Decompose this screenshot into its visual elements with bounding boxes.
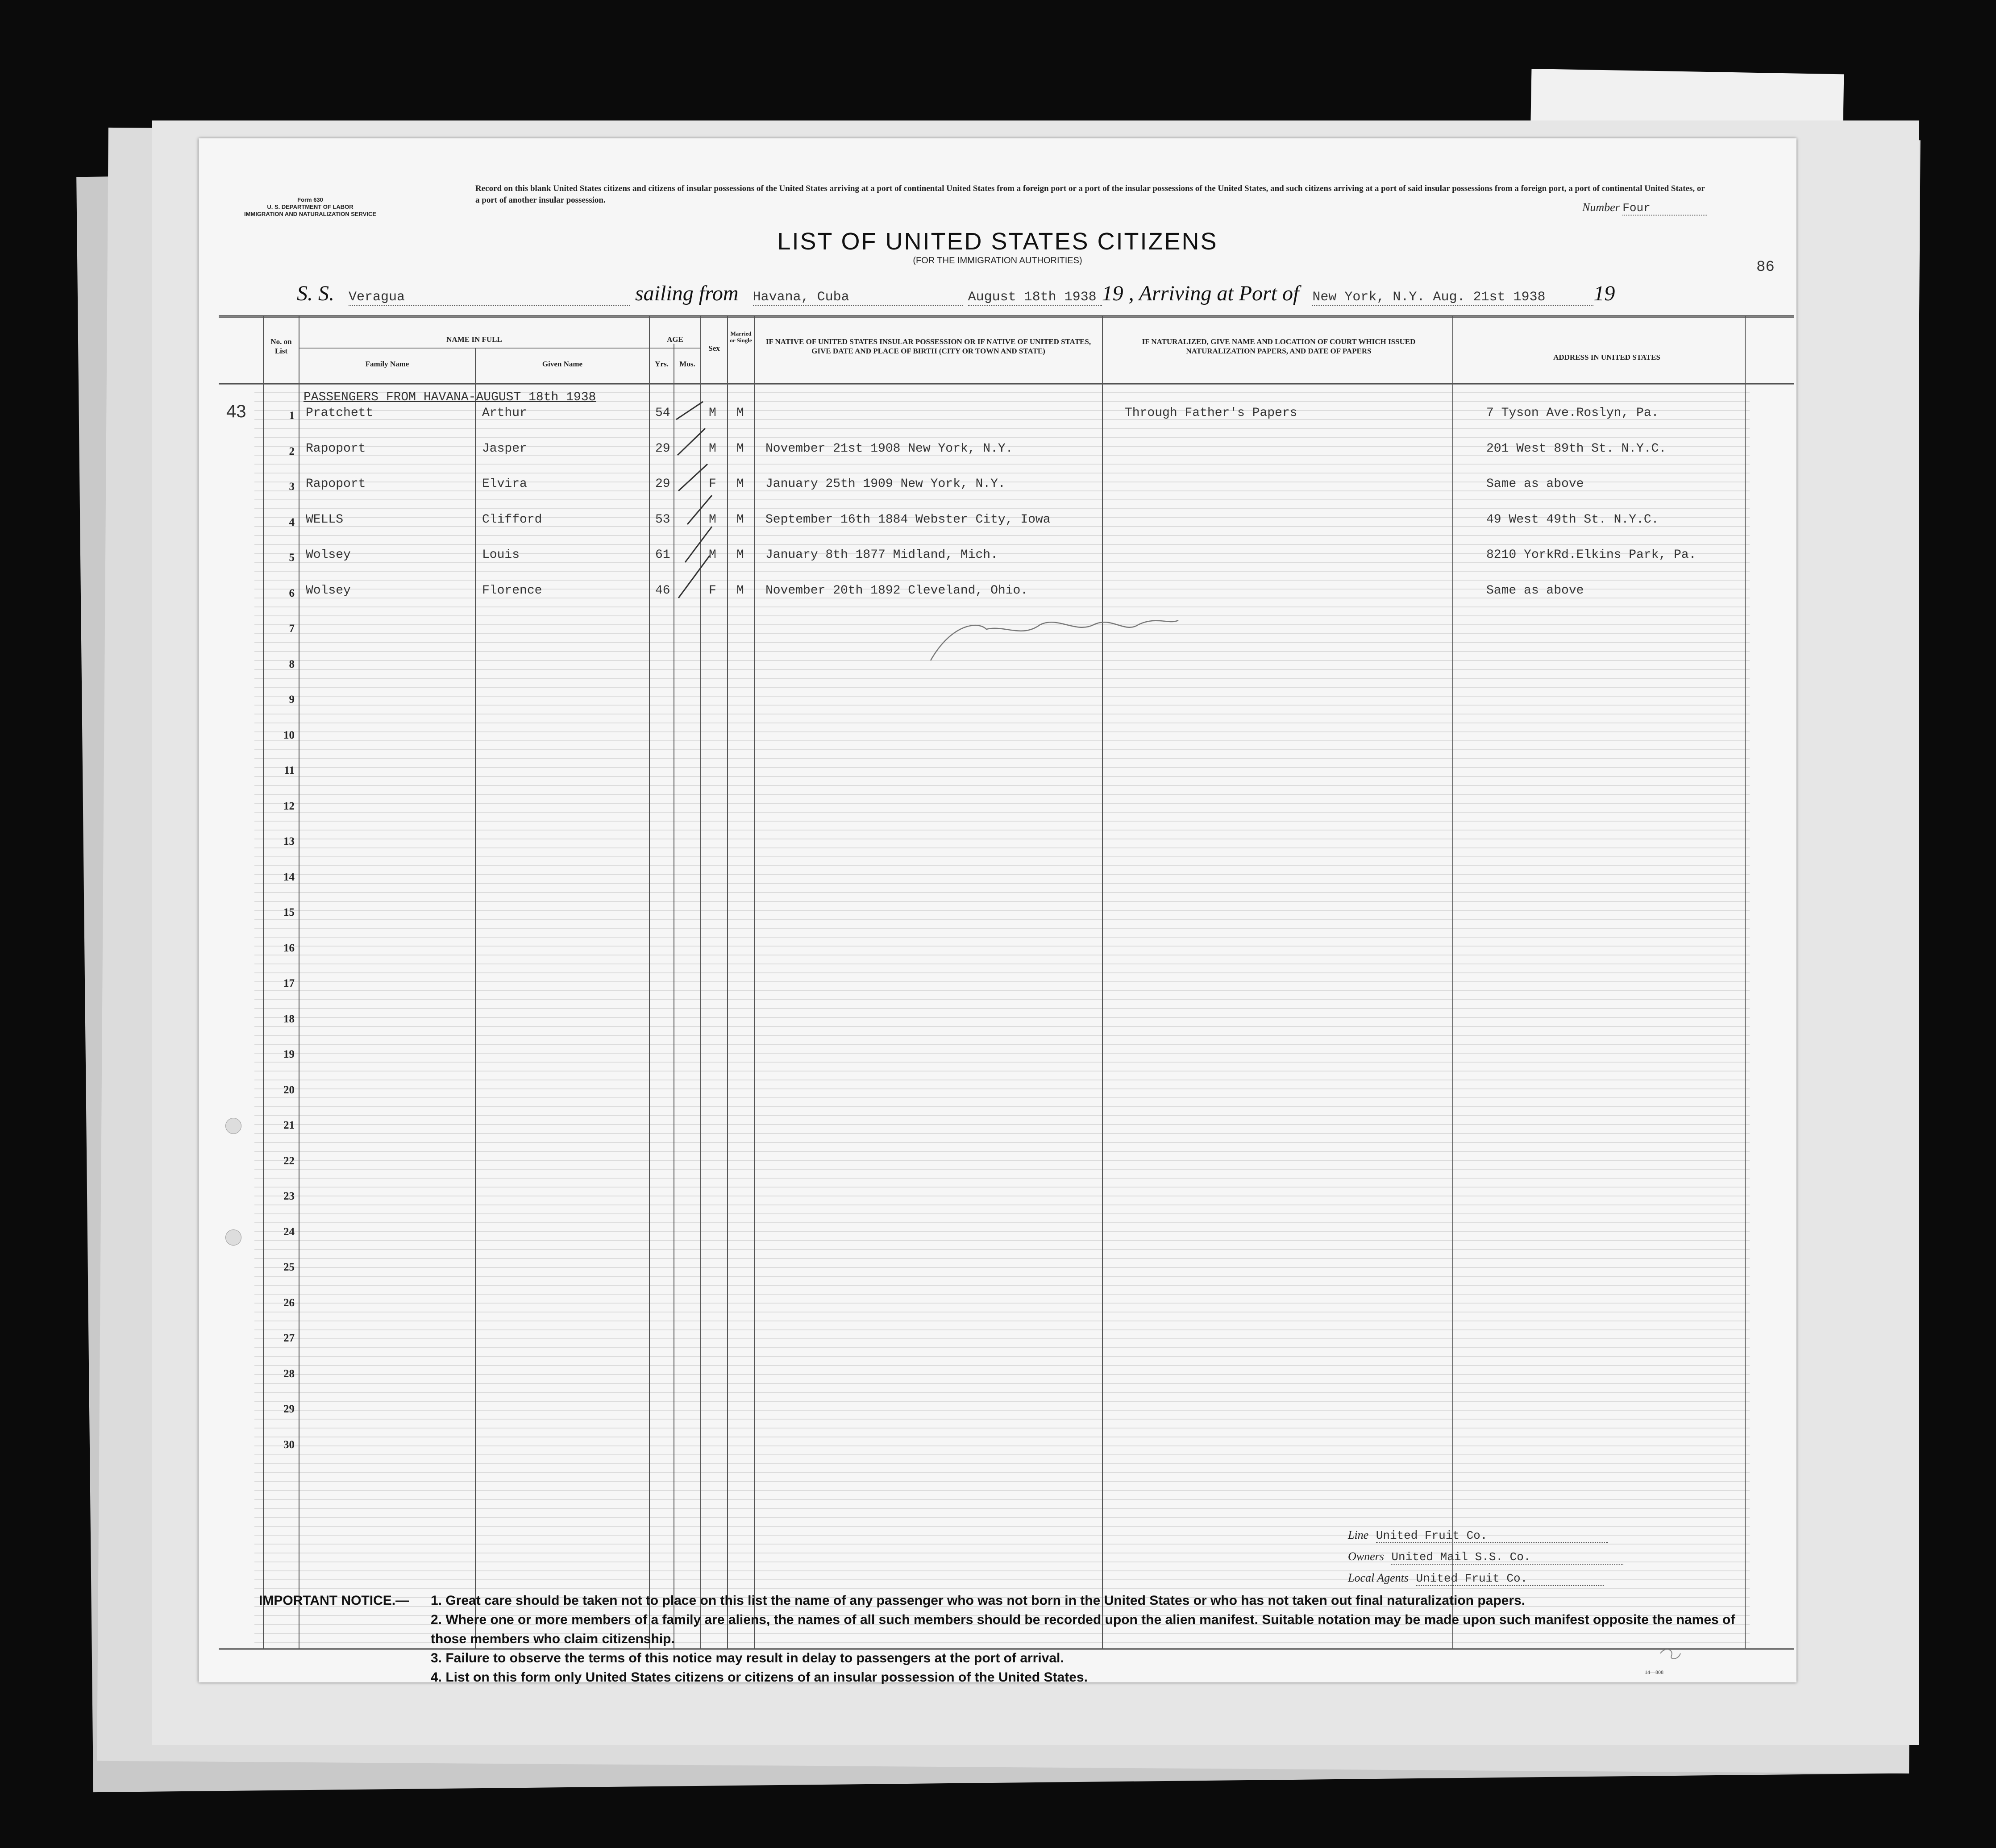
row-number: 4 xyxy=(289,516,295,528)
sex-cell: M xyxy=(709,406,716,420)
owners-value: United Mail S.S. Co. xyxy=(1391,1550,1623,1565)
row-number: 26 xyxy=(283,1296,295,1309)
notice-item: 3. Failure to observe the terms of this notice may result in delay to passengers at the port of arrival. xyxy=(431,1651,1064,1665)
row-number: 27 xyxy=(283,1332,295,1344)
row-number: 19 xyxy=(283,1048,295,1060)
row-number: 8 xyxy=(289,658,295,670)
header-age: AGE xyxy=(667,335,683,344)
agents-value: United Fruit Co. xyxy=(1416,1572,1604,1586)
notice-item: 4. List on this form only United States citizens or citizens of an insular possession of the United States. xyxy=(431,1670,1088,1685)
line-label: Line xyxy=(1348,1528,1369,1541)
age-yrs-cell: 46 xyxy=(655,583,670,598)
record-instructions: Record on this blank United States citizens and citizens of insular possessions of the United States arriving at a port of continental United States from a foreign port or a port of the insular possessions of the United States, and such citizens arriving at a port of said insular possessions from a foreign port, a port of continental United States, or a port of another insular possession. xyxy=(475,184,1705,205)
notice-heading: IMPORTANT NOTICE.— xyxy=(259,1593,409,1608)
form-number: Form 630 xyxy=(297,196,323,203)
ship-name: Veragua xyxy=(349,290,630,306)
header-naturalized: IF NATURALIZED, GIVE NAME AND LOCATION OF COURT WHICH ISSUED NATURALIZATION PAPERS, AND DATE OF PAPERS xyxy=(1142,337,1416,355)
row-number: 22 xyxy=(283,1154,295,1167)
sex-cell: F xyxy=(709,583,716,598)
page-title: LIST OF UNITED STATES CITIZENS xyxy=(777,228,1218,255)
family-name-cell: Pratchett xyxy=(306,406,374,420)
row-number: 7 xyxy=(289,623,295,635)
header-name-in-full: NAME IN FULL xyxy=(446,335,502,344)
family-name-cell: Wolsey xyxy=(306,583,351,598)
married-single-cell: M xyxy=(736,477,744,491)
row-number: 2 xyxy=(289,445,295,457)
row-number: 23 xyxy=(283,1190,295,1202)
section-note: PASSENGERS FROM HAVANA-AUGUST 18th 1938 xyxy=(304,390,596,404)
family-name-cell: Rapoport xyxy=(306,441,366,456)
form-department: U. S. DEPARTMENT OF LABOR xyxy=(267,203,353,210)
header-married-single: Married or Single xyxy=(730,330,752,344)
given-name-cell: Louis xyxy=(482,548,520,562)
header-birth: IF NATIVE OF UNITED STATES INSULAR POSSESSION OR IF NATIVE OF UNITED STATES, GIVE DATE AND PLACE OF BIRTH (CITY OR TOWN AND STATE) xyxy=(765,337,1091,355)
page-side-number: 86 xyxy=(1756,259,1775,276)
row-number: 21 xyxy=(283,1119,295,1131)
address-cell: Same as above xyxy=(1486,583,1584,598)
married-single-cell: M xyxy=(736,583,744,598)
birth-cell: November 21st 1908 New York, N.Y. xyxy=(765,441,1013,456)
footer-owners xyxy=(1348,1550,1623,1565)
age-yrs-cell: 29 xyxy=(655,477,670,491)
page-subtitle: (FOR THE IMMIGRATION AUTHORITIES) xyxy=(913,256,1082,266)
handwritten-annotation xyxy=(931,620,1178,660)
age-yrs-cell: 54 xyxy=(655,406,670,420)
check-mark xyxy=(676,402,703,419)
check-mark xyxy=(678,428,705,455)
sailing-port: Havana, Cuba xyxy=(753,290,963,306)
check-marks xyxy=(219,312,1794,1705)
address-cell: 7 Tyson Ave.Roslyn, Pa. xyxy=(1486,406,1659,420)
address-cell: 201 West 89th St. N.Y.C. xyxy=(1486,441,1667,456)
family-name-cell: Rapoport xyxy=(306,477,366,491)
row-number: 16 xyxy=(283,942,295,954)
footer-line xyxy=(1348,1528,1608,1543)
margin-mark: 43 xyxy=(226,402,246,421)
row-number: 9 xyxy=(289,694,295,706)
sex-cell: F xyxy=(709,477,716,491)
row-number: 30 xyxy=(283,1438,295,1451)
header-sex: Sex xyxy=(708,344,720,353)
notice-item: 2. Where one or more members of a family are aliens, the names of all such members should be recorded upon the alien manifest. Suitable notation may be made upon such manifest opposite the names of those members who claim citizenship. xyxy=(431,1612,1735,1646)
married-single-cell: M xyxy=(736,512,744,527)
number-label: Number xyxy=(1582,201,1620,214)
married-single-cell: M xyxy=(736,406,744,420)
row-number: 1 xyxy=(289,410,295,422)
row-number: 17 xyxy=(283,977,295,989)
row-number: 3 xyxy=(289,481,295,493)
owners-label: Owners xyxy=(1348,1550,1384,1563)
header-given-name: Given Name xyxy=(542,360,583,368)
manifest-table xyxy=(219,312,1794,1705)
year-suffix-1: 19 xyxy=(1102,282,1123,305)
given-name-cell: Arthur xyxy=(482,406,527,420)
form-code: 14—808 xyxy=(1645,1669,1663,1675)
age-yrs-cell: 53 xyxy=(655,512,670,527)
agents-label: Local Agents xyxy=(1348,1571,1409,1584)
sex-cell: M xyxy=(709,441,716,456)
notice-item: 1. Great care should be taken not to place on this list the name of any passenger who was not born in the United States or who has not taken out final naturalization papers. xyxy=(431,1593,1526,1608)
header-yrs: Yrs. xyxy=(655,360,669,368)
age-yrs-cell: 61 xyxy=(655,548,670,562)
address-cell: Same as above xyxy=(1486,477,1584,491)
list-number xyxy=(1582,201,1707,216)
row-number: 6 xyxy=(289,587,295,599)
row-number: 12 xyxy=(283,800,295,812)
row-number: 25 xyxy=(283,1261,295,1273)
family-name-cell: WELLS xyxy=(306,512,344,527)
check-mark xyxy=(678,464,707,491)
sailing-label: sailing from xyxy=(635,282,739,305)
row-number: 20 xyxy=(283,1084,295,1096)
manifest-page xyxy=(199,138,1796,1685)
row-number: 10 xyxy=(283,729,295,741)
naturalized-cell: Through Father's Papers xyxy=(1125,406,1297,420)
address-cell: 49 West 49th St. N.Y.C. xyxy=(1486,512,1659,527)
birth-cell: November 20th 1892 Cleveland, Ohio. xyxy=(765,583,1028,598)
form-identifier xyxy=(225,196,395,218)
address-cell: 8210 YorkRd.Elkins Park, Pa. xyxy=(1486,548,1697,562)
line-value: United Fruit Co. xyxy=(1376,1529,1608,1543)
row-number: 5 xyxy=(289,552,295,564)
check-mark xyxy=(687,495,712,524)
arrival-port: New York, N.Y. Aug. 21st 1938 xyxy=(1312,290,1593,306)
given-name-cell: Jasper xyxy=(482,441,527,456)
footer-local-agents xyxy=(1348,1571,1604,1586)
age-yrs-cell: 29 xyxy=(655,441,670,456)
birth-cell: September 16th 1884 Webster City, Iowa xyxy=(765,512,1051,527)
birth-cell: January 25th 1909 New York, N.Y. xyxy=(765,477,1006,491)
given-name-cell: Elvira xyxy=(482,477,527,491)
sailing-date: August 18th 1938 xyxy=(968,290,1102,306)
header-mos: Mos. xyxy=(679,360,695,368)
header-no-on-list: No. on List xyxy=(270,337,292,355)
row-number: 11 xyxy=(284,764,295,777)
ship-line xyxy=(297,281,1615,306)
row-number: 14 xyxy=(283,871,295,883)
given-name-cell: Florence xyxy=(482,583,542,598)
married-single-cell: M xyxy=(736,441,744,456)
check-mark xyxy=(678,556,710,598)
year-suffix-2: 19 xyxy=(1593,282,1615,305)
row-number: 18 xyxy=(283,1013,295,1025)
sex-cell: M xyxy=(709,512,716,527)
ss-label: S. S. xyxy=(297,282,334,305)
row-number: 13 xyxy=(283,835,295,847)
row-number: 28 xyxy=(283,1367,295,1380)
header-family-name: Family Name xyxy=(365,360,409,368)
arriving-label: , Arriving at Port of xyxy=(1128,282,1299,305)
married-single-cell: M xyxy=(736,548,744,562)
number-value: Four xyxy=(1622,201,1707,216)
row-number: 29 xyxy=(283,1403,295,1415)
given-name-cell: Clifford xyxy=(482,512,542,527)
birth-cell: January 8th 1877 Midland, Mich. xyxy=(765,548,998,562)
family-name-cell: Wolsey xyxy=(306,548,351,562)
sex-cell: M xyxy=(709,548,716,562)
row-number: 24 xyxy=(283,1225,295,1238)
header-address: ADDRESS IN UNITED STATES xyxy=(1553,353,1660,361)
form-service: IMMIGRATION AND NATURALIZATION SERVICE xyxy=(244,211,377,217)
row-number: 15 xyxy=(283,906,295,918)
